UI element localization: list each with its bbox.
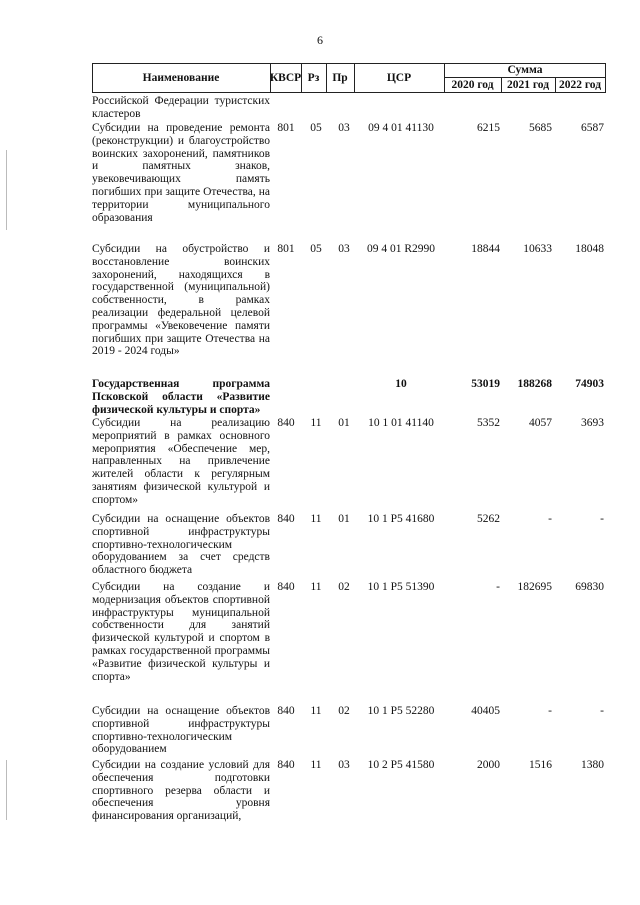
row-kvsr: 801 [277,243,295,255]
row-sum-2020: 2000 [477,759,500,771]
row-csr: 10 [395,378,407,390]
row-sum-2021: 182695 [517,581,552,593]
row-sum-2021: 188268 [517,378,552,390]
row-csr: 10 1 P5 41680 [367,513,435,525]
row-sum-2022: 3693 [581,417,604,429]
row-csr: 10 1 01 41140 [368,417,434,429]
row-csr: 10 2 P5 41580 [367,759,435,771]
row-pr: 01 [338,513,350,525]
row-name: Субсидии на обустройство и восстановление воинских захоронений, находящихся в государственной (муниципальной) собственности, в рамках реализации федеральной целевой программы «Увековечение памяти погибших при защите Отечества на 2019 - 2024 годы» [92,243,270,358]
header-year-2022: 2022 год [558,79,602,91]
row-name: Субсидии на создание и модернизация объектов спортивной инфраструктуры муниципальной собственности для занятий физической культурой и спортом в рамках государственной программы «Развитие физической культуры и спорта» [92,581,270,683]
row-kvsr: 840 [277,417,295,429]
row-pr: 03 [338,243,350,255]
header-sum: Сумма [507,64,543,76]
row-sum-2020: 5352 [477,417,500,429]
row-csr: 10 1 P5 52280 [367,705,435,717]
header-kvsr: КВСР [269,72,302,84]
row-rz: 11 [310,513,322,525]
row-name: Российской Федерации туристских кластеров [92,95,270,120]
row-sum-2020: 18844 [471,243,500,255]
row-rz: 05 [310,243,322,255]
row-sum-2021: 10633 [523,243,552,255]
row-csr: 09 4 01 R2990 [366,243,436,255]
scan-edge-mark [6,760,7,820]
row-kvsr: 840 [277,581,295,593]
row-sum-2021: - [548,705,552,717]
row-sum-2021: 1516 [529,759,552,771]
row-kvsr: 840 [277,759,295,771]
row-sum-2022: - [600,705,604,717]
row-sum-2022: 6587 [581,122,604,134]
row-kvsr: 840 [277,705,295,717]
header-rz: Рз [307,72,320,84]
row-name: Субсидии на оснащение объектов спортивной инфраструктуры спортивно-технологическим оборудованием [92,705,270,756]
page-number: 6 [317,33,323,47]
row-sum-2022: 1380 [581,759,604,771]
row-kvsr: 801 [277,122,295,134]
row-pr: 02 [338,581,350,593]
header-year-2020: 2020 год [451,79,494,91]
row-csr: 09 4 01 41130 [368,122,434,134]
row-sum-2021: - [548,513,552,525]
row-sum-2020: 40405 [471,705,500,717]
row-sum-2020: 6215 [477,122,500,134]
row-name: Государственная программа Псковской области «Развитие физической культуры и спорта» [92,378,270,416]
header-name: Наименование [142,72,220,84]
row-name: Субсидии на проведение ремонта (реконструкции) и благоустройство воинских захоронений, памятников и памятных знаков, увековечивающих память погибших при защите Отечества, на территории муниципального образования [92,122,270,224]
row-pr: 01 [338,417,350,429]
row-sum-2022: - [600,513,604,525]
row-kvsr: 840 [277,513,295,525]
header-pr: Пр [332,72,348,84]
row-sum-2020: 53019 [471,378,500,390]
row-sum-2020: 5262 [477,513,500,525]
row-sum-2021: 5685 [529,122,552,134]
header-csr: ЦСР [386,72,412,84]
row-pr: 03 [338,122,350,134]
row-name: Субсидии на оснащение объектов спортивной инфраструктуры спортивно-технологическим оборудованием за счет средств областного бюджета [92,513,270,577]
row-sum-2021: 4057 [529,417,552,429]
row-rz: 11 [310,417,322,429]
row-name: Субсидии на создание условий для обеспечения подготовки спортивного резерва области и обеспечения уровня финансирования организаций, [92,759,270,823]
row-rz: 11 [310,705,322,717]
row-sum-2022: 74903 [575,378,604,390]
row-rz: 11 [310,581,322,593]
row-rz: 11 [310,759,322,771]
row-sum-2022: 69830 [575,581,604,593]
row-pr: 03 [338,759,350,771]
row-pr: 02 [338,705,350,717]
scan-edge-mark [6,150,7,230]
row-rz: 05 [310,122,322,134]
row-sum-2022: 18048 [575,243,604,255]
table-header [92,63,606,93]
header-year-2021: 2021 год [506,79,550,91]
row-name: Субсидии на реализацию мероприятий в рамках основного мероприятия «Обеспечение мер, направленных на привлечение жителей области к регулярным занятиям физической культурой и спортом» [92,417,270,506]
row-sum-2020: - [496,581,500,593]
row-csr: 10 1 P5 51390 [367,581,435,593]
